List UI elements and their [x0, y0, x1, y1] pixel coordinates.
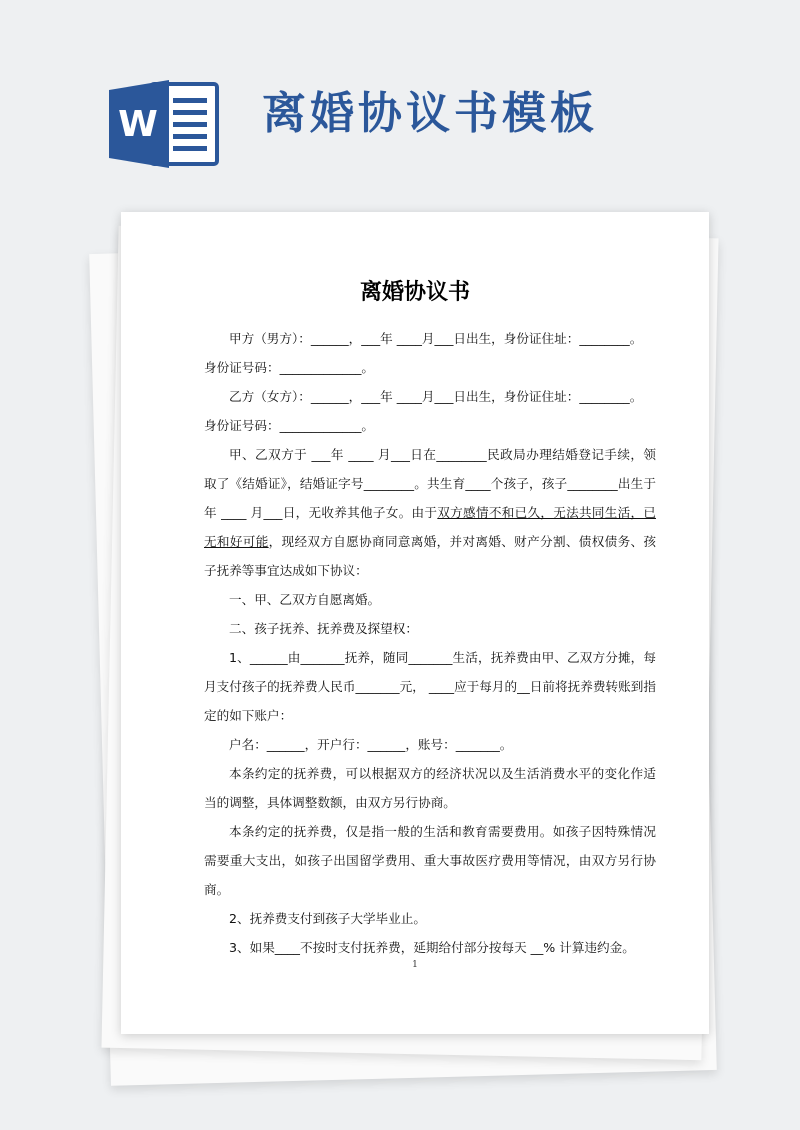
- support-scope: 本条约定的抚养费，仅是指一般的生活和教育需要费用。如孩子因特殊情况需要重大支出，如孩子出国留学费用、重大事故医疗费用等情况，由双方另行协商。: [204, 824, 656, 897]
- clause-2-3: 3、如果____不按时支付抚养费，延期给付部分按每天 __% 计算违约金。: [229, 940, 635, 955]
- clause-2-2: 2、抚养费支付到孩子大学毕业止。: [229, 911, 426, 926]
- document-title: 离婚协议书: [359, 280, 470, 305]
- account-info: 户名：______，开户行：______，账号：_______。: [229, 737, 513, 752]
- clause-2-1: 1、______由_______抚养，随同_______生活，抚养费由甲、乙双方分摊，每月支付孩子的抚养费人民币_______元， ____应于每月的__日前将抚养费转账到指定的如下账户：: [204, 650, 656, 723]
- document-body: [204, 324, 656, 962]
- banner-title: 离婚协议书模板: [262, 88, 598, 139]
- page-number: 1: [412, 960, 418, 970]
- marriage-reason-underlined: 双方感情不和已久，无法共同生活，已无和好可能: [204, 505, 656, 549]
- party-a-id: 身份证号码：_____________。: [204, 360, 375, 375]
- support-adjustment: 本条约定的抚养费，可以根据双方的经济状况以及生活消费水平的变化作适当的调整，具体调整数额，由双方另行协商。: [204, 766, 656, 810]
- clause-2: 二、孩子抚养、抚养费及探望权：: [229, 621, 418, 636]
- document-page: [121, 212, 709, 1034]
- party-a-info: 甲方（男方）：______，___年 ____月___日出生，身份证住址：________。: [229, 331, 643, 346]
- word-icon-letter: W: [118, 104, 158, 145]
- marriage-text-2: ，现经双方自愿协商同意离婚，并对离婚、财产分割、债权债务、孩子抚养等事宜达成如下协议：: [204, 534, 657, 578]
- party-b-id: 身份证号码：_____________。: [204, 418, 375, 433]
- marriage-paragraph: [204, 440, 656, 585]
- clause-1: 一、甲、乙双方自愿离婚。: [229, 592, 381, 607]
- marriage-text-1: 甲、乙双方于 ___年 ____ 月___日在________民政局办理结婚登记手续，领取了《结婚证》，结婚证字号________。共生育____个孩子，孩子________出生于年 ____ 月___日，无收养其他子女。由于: [204, 447, 656, 520]
- party-b-info: 乙方（女方）：______，___年 ____月___日出生，身份证住址：________。: [229, 389, 643, 404]
- word-icon: [107, 78, 219, 170]
